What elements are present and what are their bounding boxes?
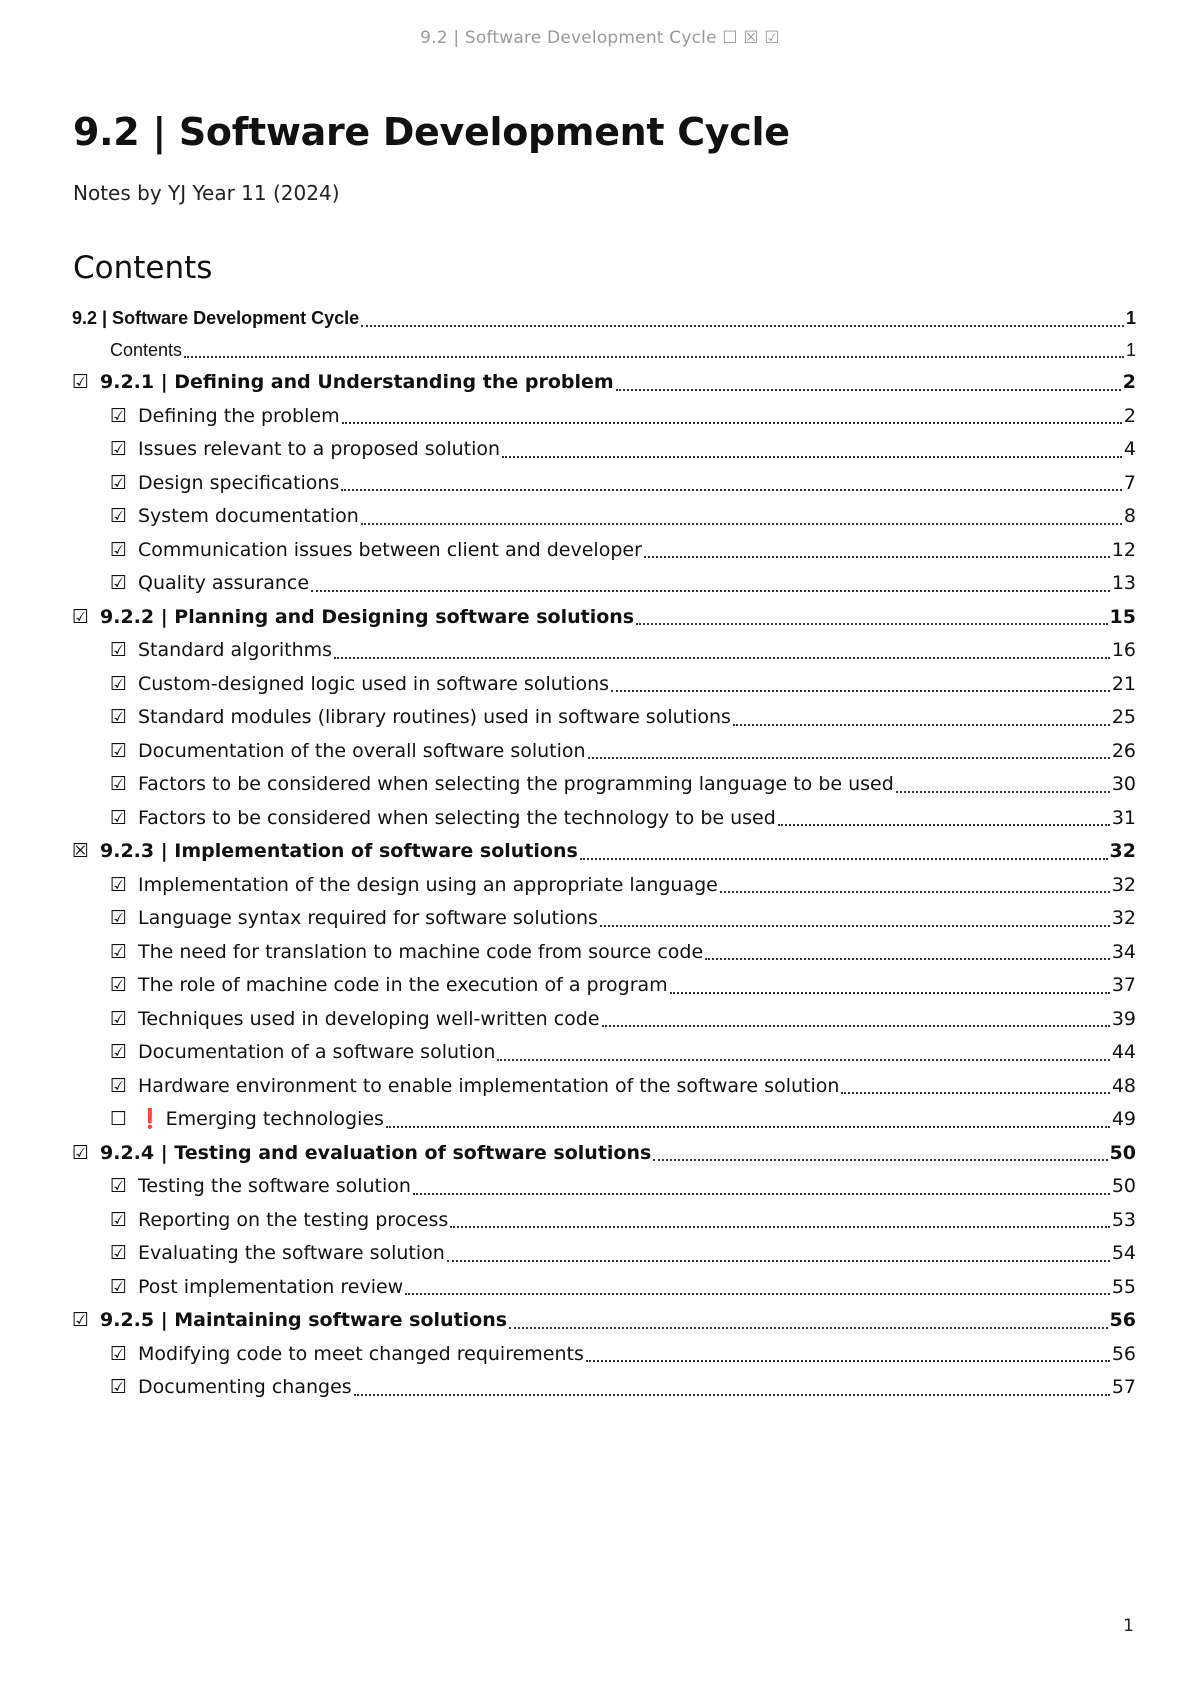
dot-leader — [720, 891, 1110, 893]
toc-entry-label: 9.2.4 | Testing and evaluation of software solutions — [100, 1141, 652, 1164]
dot-leader — [342, 422, 1122, 424]
toc-entry-label: Techniques used in developing well-written code — [138, 1007, 600, 1030]
toc-entry-label: 9.2 | Software Development Cycle — [72, 308, 360, 328]
dot-leader — [497, 1059, 1109, 1061]
toc-entry-page: 4 — [1123, 438, 1136, 460]
toc-entry-page: 12 — [1111, 538, 1136, 561]
dot-leader — [361, 325, 1124, 327]
checked-box-icon: ☑ — [110, 907, 128, 929]
toc-entry-label: Quality assurance — [138, 572, 310, 594]
toc-entry-page: 34 — [1111, 940, 1136, 963]
dot-leader — [580, 858, 1108, 860]
toc-entry-page: 13 — [1111, 572, 1136, 594]
checked-box-icon: ☑ — [110, 1275, 128, 1298]
dot-leader — [509, 1327, 1107, 1329]
toc-entry-page: 16 — [1111, 639, 1136, 661]
toc-entry[interactable] — [72, 433, 1136, 467]
checked-box-icon: ☑ — [110, 639, 128, 661]
toc-entry-page: 1 — [1125, 340, 1136, 360]
dot-leader — [405, 1293, 1110, 1295]
checked-box-icon: ☑ — [110, 773, 128, 795]
toc-entry-label: System documentation — [138, 505, 359, 527]
toc-entry[interactable] — [72, 567, 1136, 601]
checked-box-icon: ☑ — [110, 404, 128, 427]
checked-box-icon: ☑ — [110, 806, 128, 829]
toc-entry-label: The need for translation to machine code from source code — [138, 940, 704, 963]
toc-entry-page: 15 — [1109, 605, 1136, 628]
checked-box-icon: ☑ — [72, 1309, 90, 1331]
toc-entry-page: 50 — [1111, 1175, 1136, 1197]
toc-entry-page: 37 — [1111, 974, 1136, 996]
toc-entry-label: Documentation of a software solution — [138, 1041, 496, 1063]
toc-entry-page: 54 — [1111, 1242, 1136, 1264]
toc-entry-label: Documenting changes — [138, 1376, 352, 1398]
toc-entry[interactable] — [72, 936, 1136, 970]
toc-entry[interactable] — [72, 701, 1136, 735]
checked-box-icon: ☑ — [110, 1041, 128, 1063]
toc-entry-label: Implementation of the design using an appropriate language — [138, 873, 718, 896]
checked-box-icon: ☑ — [110, 1342, 128, 1365]
toc-entry-page: 56 — [1111, 1342, 1136, 1365]
toc-entry[interactable] — [72, 303, 1136, 334]
toc-entry-page: 2 — [1122, 371, 1136, 393]
toc-entry-label: 9.2.2 | Planning and Designing software solutions — [100, 605, 635, 628]
toc-entry[interactable] — [72, 1103, 1136, 1137]
checked-box-icon: ☑ — [110, 1208, 128, 1231]
toc-entry[interactable] — [72, 1237, 1136, 1271]
toc-entry-page: 7 — [1123, 471, 1136, 494]
toc-entry[interactable] — [72, 902, 1136, 936]
checked-box-icon: ☑ — [110, 940, 128, 963]
toc-entry[interactable] — [72, 668, 1136, 702]
toc-entry[interactable] — [72, 735, 1136, 769]
dot-leader — [502, 456, 1122, 458]
contents-heading: Contents — [73, 250, 213, 286]
toc-entry[interactable] — [72, 467, 1136, 501]
toc-entry[interactable] — [72, 1003, 1136, 1037]
checked-box-icon: ☑ — [110, 538, 128, 561]
dot-leader — [450, 1226, 1110, 1228]
toc-entry[interactable] — [72, 1204, 1136, 1238]
dot-leader — [705, 958, 1110, 960]
subtitle: Notes by YJ Year 11 (2024) — [73, 181, 340, 205]
toc-entry-page: 56 — [1109, 1309, 1136, 1331]
toc-entry[interactable] — [72, 400, 1136, 434]
toc-entry[interactable] — [72, 1137, 1136, 1171]
toc-entry-page: 48 — [1111, 1074, 1136, 1097]
toc-entry-label: Design specifications — [138, 471, 340, 494]
toc-entry[interactable] — [72, 634, 1136, 668]
checked-box-icon: ☑ — [110, 706, 128, 728]
toc-entry-label: Hardware environment to enable implementation of the software solution — [138, 1074, 840, 1097]
crossed-box-icon: ☒ — [72, 840, 90, 862]
toc-entry[interactable] — [72, 802, 1136, 836]
page-title: 9.2 | Software Development Cycle — [73, 110, 790, 154]
toc-entry-label: Custom-designed logic used in software solutions — [138, 672, 610, 695]
dot-leader — [386, 1126, 1110, 1128]
running-header: 9.2 | Software Development Cycle ☐ ☒ ☑ — [420, 28, 780, 48]
toc-entry-label: Emerging technologies — [165, 1108, 384, 1130]
table-of-contents — [72, 303, 1136, 1405]
dot-leader — [588, 757, 1110, 759]
toc-entry-page: 8 — [1123, 505, 1136, 527]
toc-entry[interactable] — [72, 869, 1136, 903]
checked-box-icon: ☑ — [72, 1141, 90, 1164]
toc-entry-label: Issues relevant to a proposed solution — [138, 438, 501, 460]
toc-entry-label: Language syntax required for software solutions — [138, 907, 598, 929]
checked-box-icon: ☑ — [110, 438, 128, 460]
toc-entry-label: Modifying code to meet changed requirements — [138, 1342, 584, 1365]
dot-leader — [653, 1159, 1107, 1161]
toc-entry-label: Standard modules (library routines) used in software solutions — [138, 706, 731, 728]
toc-entry-page: 25 — [1111, 706, 1136, 728]
checked-box-icon: ☑ — [110, 974, 128, 996]
toc-entry-page: 49 — [1111, 1108, 1136, 1130]
dot-leader — [600, 925, 1110, 927]
dot-leader — [354, 1394, 1110, 1396]
checked-box-icon: ☑ — [110, 873, 128, 896]
toc-entry[interactable] — [72, 500, 1136, 534]
checked-box-icon: ☑ — [72, 371, 90, 393]
checked-box-icon: ☑ — [110, 1074, 128, 1097]
dot-leader — [602, 1025, 1110, 1027]
checked-box-icon: ☑ — [110, 1242, 128, 1264]
toc-entry-page: 21 — [1111, 672, 1136, 695]
checked-box-icon: ☑ — [110, 672, 128, 695]
checked-box-icon: ☑ — [110, 739, 128, 762]
toc-entry-label: Testing the software solution — [138, 1175, 411, 1197]
empty-box-icon: ☐ — [110, 1108, 128, 1130]
toc-entry-label: Factors to be considered when selecting the programming language to be used — [138, 773, 894, 795]
checked-box-icon: ☑ — [72, 605, 90, 628]
page-number: 1 — [1123, 1616, 1134, 1636]
checked-box-icon: ☑ — [110, 572, 128, 594]
dot-leader — [636, 623, 1107, 625]
toc-entry[interactable] — [72, 1170, 1136, 1204]
toc-entry-label: Communication issues between client and developer — [138, 538, 642, 561]
dot-leader — [778, 824, 1110, 826]
dot-leader — [311, 590, 1110, 592]
toc-entry[interactable] — [72, 1070, 1136, 1104]
toc-entry-page: 26 — [1111, 739, 1136, 762]
toc-entry-label: Factors to be considered when selecting the technology to be used — [138, 806, 776, 829]
dot-leader — [184, 356, 1124, 358]
toc-entry[interactable] — [72, 366, 1136, 400]
toc-entry-page: 32 — [1111, 873, 1136, 896]
dot-leader — [361, 523, 1122, 525]
toc-entry-page: 50 — [1109, 1141, 1136, 1164]
toc-entry-label: Documentation of the overall software solution — [138, 739, 586, 762]
toc-entry-page: 32 — [1111, 907, 1136, 929]
toc-entry[interactable] — [72, 334, 1136, 366]
toc-entry[interactable] — [72, 1036, 1136, 1070]
toc-entry-label: Reporting on the testing process — [138, 1208, 449, 1231]
toc-entry-page: 2 — [1123, 404, 1136, 427]
toc-entry-label: 9.2.3 | Implementation of software solutions — [100, 840, 578, 862]
toc-entry-label: Defining the problem — [138, 404, 340, 427]
dot-leader — [611, 690, 1110, 692]
dot-leader — [586, 1360, 1110, 1362]
toc-entry[interactable] — [72, 1338, 1136, 1372]
checked-box-icon: ☑ — [110, 1007, 128, 1030]
toc-entry-page: 53 — [1111, 1208, 1136, 1231]
dot-leader — [670, 992, 1110, 994]
toc-entry[interactable] — [72, 768, 1136, 802]
dot-leader — [334, 657, 1110, 659]
toc-entry[interactable] — [72, 835, 1136, 869]
toc-entry-page: 57 — [1111, 1376, 1136, 1398]
toc-entry-label: Post implementation review — [138, 1275, 404, 1298]
toc-entry[interactable] — [72, 534, 1136, 568]
checked-box-icon: ☑ — [110, 471, 128, 494]
dot-leader — [413, 1193, 1110, 1195]
checked-box-icon: ☑ — [110, 505, 128, 527]
toc-entry-label: Evaluating the software solution — [138, 1242, 445, 1264]
toc-entry-page: 44 — [1111, 1041, 1136, 1063]
checked-box-icon: ☑ — [110, 1175, 128, 1197]
toc-entry[interactable] — [72, 1271, 1136, 1305]
toc-entry-page: 55 — [1111, 1275, 1136, 1298]
dot-leader — [616, 389, 1121, 391]
toc-entry-page: 31 — [1111, 806, 1136, 829]
dot-leader — [644, 556, 1110, 558]
toc-entry[interactable] — [72, 601, 1136, 635]
toc-entry[interactable] — [72, 1304, 1136, 1338]
toc-entry-page: 32 — [1109, 840, 1136, 862]
toc-entry-label: 9.2.1 | Defining and Understanding the problem — [100, 371, 614, 393]
dot-leader — [341, 489, 1122, 491]
exclamation-icon: ❗ — [138, 1108, 162, 1130]
toc-entry[interactable] — [72, 1371, 1136, 1405]
toc-entry-page: 1 — [1125, 308, 1136, 328]
toc-entry-page: 39 — [1111, 1007, 1136, 1030]
toc-entry-page: 30 — [1111, 773, 1136, 795]
dot-leader — [733, 724, 1110, 726]
dot-leader — [841, 1092, 1109, 1094]
toc-entry-label: The role of machine code in the execution of a program — [138, 974, 668, 996]
checked-box-icon: ☑ — [110, 1376, 128, 1398]
toc-entry-label: Standard algorithms — [138, 639, 333, 661]
dot-leader — [896, 791, 1110, 793]
toc-entry-label: Contents — [110, 340, 183, 360]
dot-leader — [447, 1260, 1110, 1262]
toc-entry-label: 9.2.5 | Maintaining software solutions — [100, 1309, 508, 1331]
toc-entry[interactable] — [72, 969, 1136, 1003]
